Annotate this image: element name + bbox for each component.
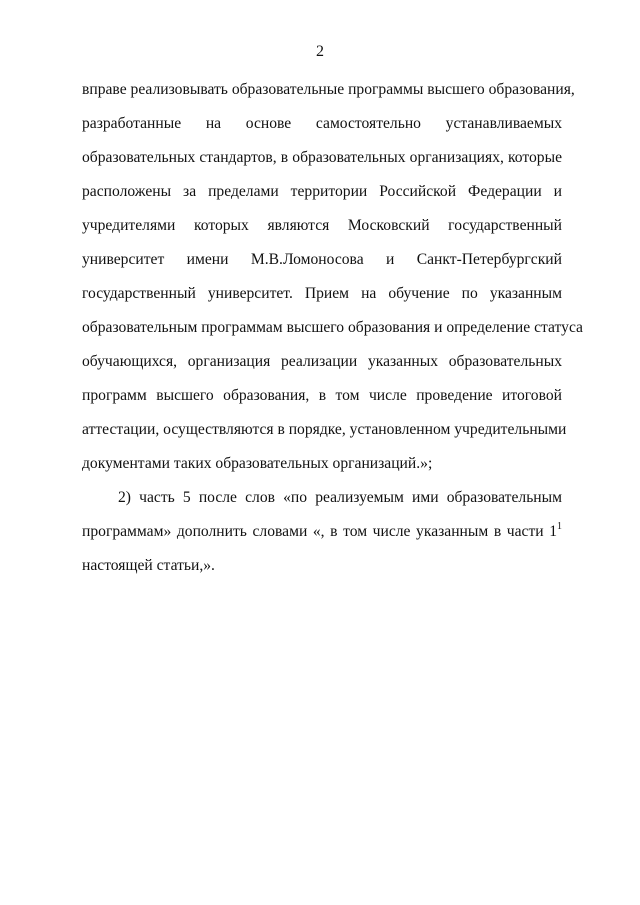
- paragraph-line: разработанные на основе самостоятельно устанавливаемых: [82, 115, 562, 132]
- paragraph-line: расположены за пределами территории Российской Федерации и: [82, 183, 562, 200]
- list-item-line-last: настоящей статьи,».: [82, 557, 215, 574]
- list-item-line-text: программам» дополнить словами «, в том числе указанным в части 1: [82, 523, 557, 540]
- paragraph-line: учредителями которых являются Московский государственный: [82, 217, 562, 234]
- paragraph-line-last: документами таких образовательных организаций.»;: [82, 455, 433, 472]
- page-number: 2: [316, 43, 324, 60]
- list-item-line-with-footnote: [82, 521, 562, 543]
- paragraph-line: государственный университет. Прием на обучение по указанным: [82, 285, 562, 302]
- paragraph-line: аттестации, осуществляются в порядке, установленном учредительными: [82, 421, 567, 438]
- paragraph-line: обучающихся, организация реализации указанных образовательных: [82, 353, 562, 370]
- footnote-mark: 1: [557, 521, 562, 532]
- paragraph-line: программ высшего образования, в том числе проведение итоговой: [82, 387, 562, 404]
- paragraph-line: университет имени М.В.Ломоносова и Санкт-Петербургский: [82, 251, 562, 268]
- paragraph-line: вправе реализовывать образовательные программы высшего образования,: [82, 81, 575, 98]
- paragraph-line: образовательных стандартов, в образовательных организациях, которые: [82, 149, 562, 166]
- paragraph-line: образовательным программам высшего образования и определение статуса: [82, 319, 583, 336]
- list-item-line: 2) часть 5 после слов «по реализуемым ими образовательным: [118, 489, 562, 506]
